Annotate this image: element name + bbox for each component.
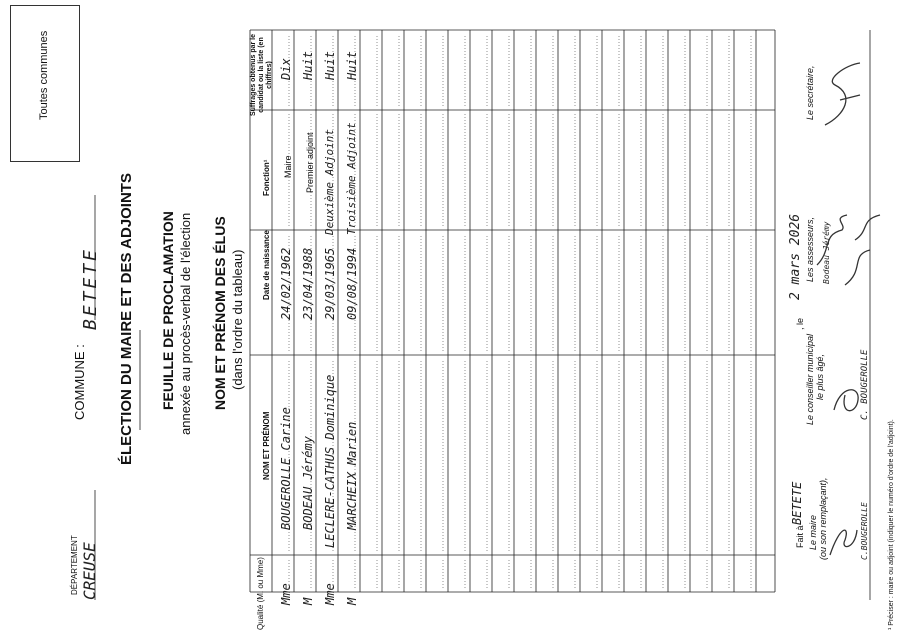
departement-value: CREUSE bbox=[80, 542, 99, 600]
assesseurs-label: Les assesseurs, bbox=[805, 216, 815, 282]
subtitle-4: (dans l'ordre du tableau) bbox=[230, 249, 245, 390]
signature-secretaire bbox=[815, 55, 865, 130]
row1-qualite: Mme bbox=[279, 583, 293, 605]
printed-function-premier-adjoint: Premier adjoint bbox=[305, 132, 315, 193]
row2-date: 23/04/1988 bbox=[301, 247, 315, 320]
signature-name-conseiller: C. BOUGEROLLE bbox=[860, 349, 870, 420]
subtitle-2: annexée au procès-verbal de l'élection bbox=[178, 212, 193, 435]
col-header-fonction: Fonction¹ bbox=[262, 159, 271, 196]
row3-suffrages: Huit bbox=[323, 51, 337, 80]
row3-nom: LECLERE-CATHUS Dominique bbox=[323, 374, 337, 548]
signature-maire bbox=[825, 520, 860, 560]
fait-a-label: Fait à bbox=[795, 525, 805, 548]
row4-date: 09/08/1994 bbox=[345, 247, 359, 320]
le-label: , le bbox=[795, 317, 805, 330]
row1-nom: BOUGEROLLE Carine bbox=[279, 407, 293, 530]
footnote: ¹ Préciser : maire ou adjoint (indiquer le numéro d'ordre de l'adjoint). bbox=[888, 419, 895, 630]
conseiller-sub: le plus âgé, bbox=[815, 353, 825, 400]
row4-nom: MARCHEIX Marien bbox=[345, 421, 359, 530]
row3-fonction: Deuxième Adjoint bbox=[323, 129, 336, 235]
row1-suffrages: Dix bbox=[279, 58, 293, 80]
col-header-suffrages: Suffrages obtenus par le candidat ou la liste (en chiffres) bbox=[250, 33, 273, 117]
date-value: 2 mars 2026 bbox=[788, 213, 803, 300]
col-header-qualite: Qualité (M. ou Mme) bbox=[256, 557, 265, 630]
departement-label: DÉPARTEMENT bbox=[70, 535, 79, 595]
row2-qualite: M bbox=[301, 597, 315, 605]
fait-a-value: BETETE bbox=[790, 481, 804, 525]
printed-function-maire: Maire bbox=[283, 155, 293, 178]
row4-suffrages: Huit bbox=[345, 51, 359, 80]
secretaire-label: Le secrétaire, bbox=[805, 65, 815, 120]
col-header-date: Date de naissance bbox=[262, 230, 271, 300]
row3-qualite: Mme bbox=[323, 583, 337, 605]
signature-conseiller bbox=[830, 380, 865, 420]
row4-fonction: Troisième Adjoint bbox=[345, 122, 358, 235]
row2-suffrages: Huit bbox=[301, 51, 315, 80]
subtitle-3: NOM ET PRÉNOM DES ÉLUS bbox=[212, 216, 228, 410]
row3-date: 29/03/1965 bbox=[323, 247, 337, 320]
col-header-nom: NOM ET PRÉNOM bbox=[262, 411, 271, 480]
page-title: ÉLECTION DU MAIRE ET DES ADJOINTS bbox=[118, 173, 135, 465]
category-box-label: Toutes communes bbox=[38, 30, 50, 120]
signature-name-assesseur: Bodeau Jérémy bbox=[822, 221, 831, 284]
row4-qualite: M bbox=[345, 597, 359, 605]
maire-sub: (ou son remplaçant), bbox=[818, 477, 828, 560]
commune-label: COMMUNE : bbox=[72, 344, 87, 420]
subtitle: FEUILLE DE PROCLAMATION bbox=[160, 211, 176, 410]
commune-value: BETETE bbox=[80, 246, 101, 330]
signature-assesseur-2 bbox=[840, 210, 885, 290]
row2-nom: BODEAU Jérémy bbox=[301, 436, 315, 530]
maire-label: Le maire bbox=[808, 514, 818, 550]
signature-name-maire: C.BOUGEROLLE bbox=[860, 502, 869, 560]
row1-date: 24/02/1962 bbox=[279, 247, 293, 320]
conseiller-label: Le conseiller municipal bbox=[805, 333, 815, 425]
